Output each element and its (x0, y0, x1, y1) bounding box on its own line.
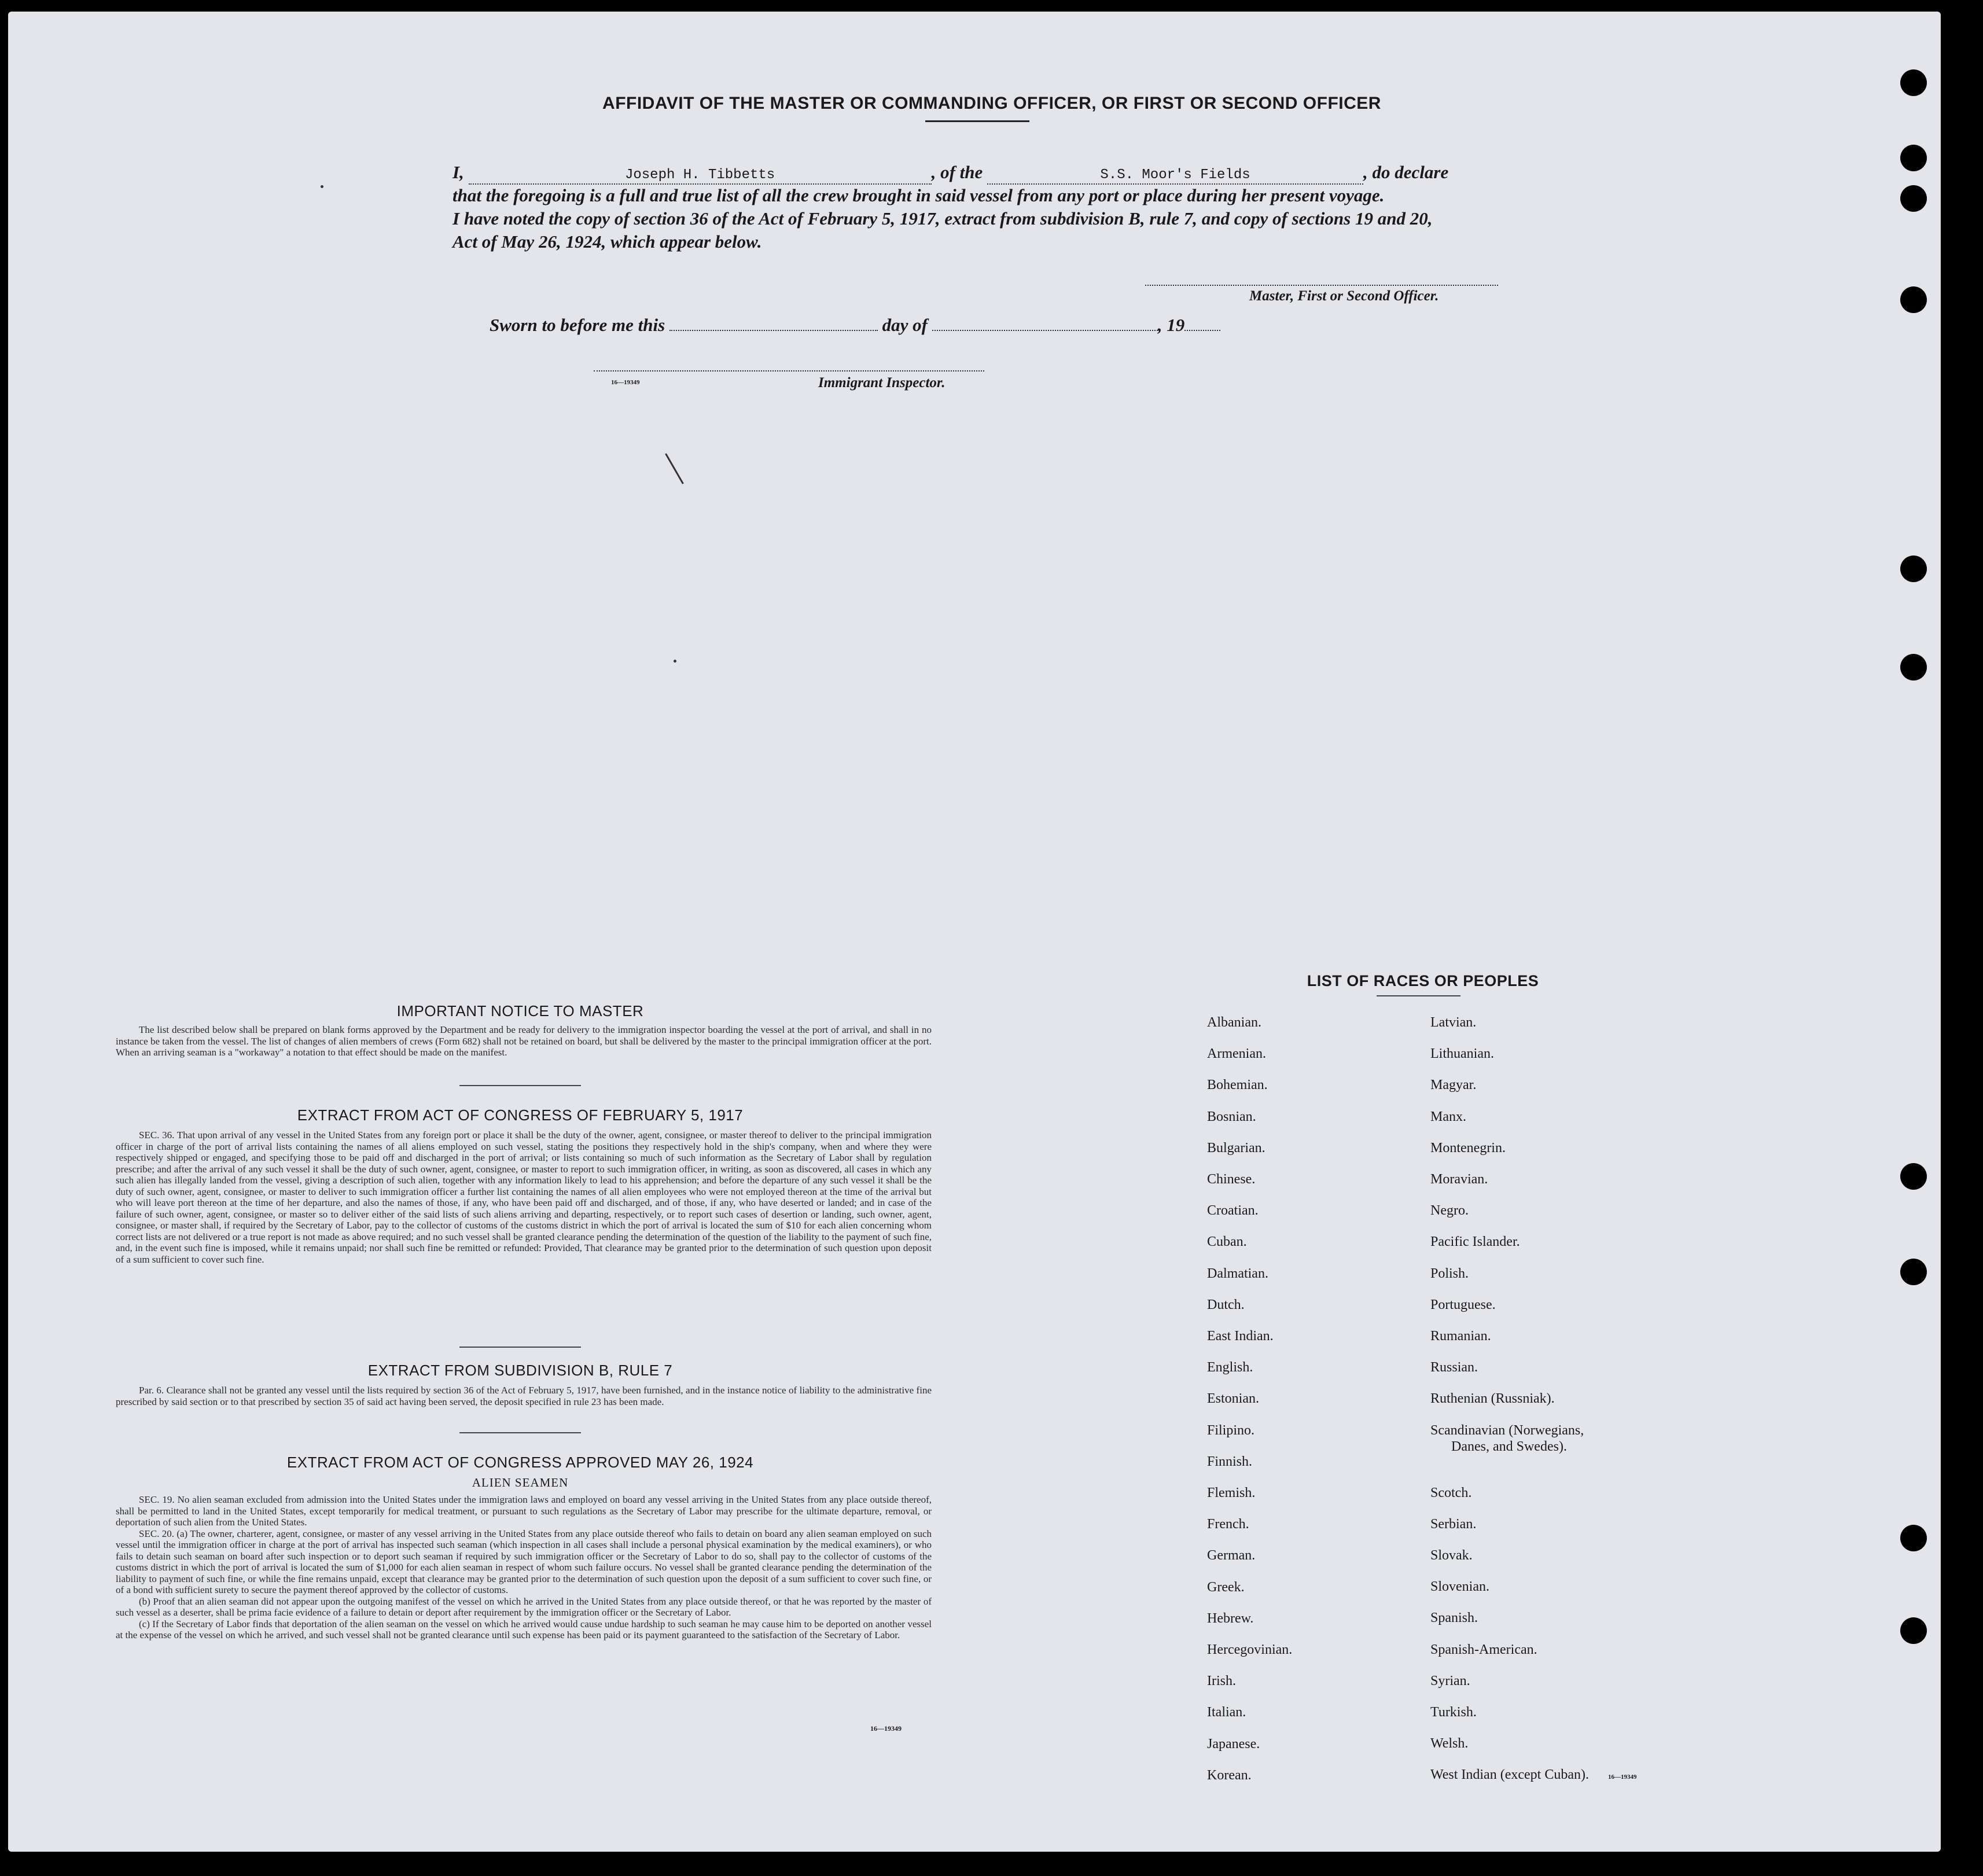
race-item: Ruthenian (Russniak). (1430, 1391, 1555, 1407)
race-item: Slovak. (1430, 1548, 1473, 1563)
race-item: Estonian. (1207, 1391, 1259, 1407)
race-item: Polish. (1430, 1266, 1469, 1281)
race-item: Chinese. (1207, 1172, 1256, 1187)
race-item: Hercegovinian. (1207, 1642, 1293, 1657)
rule7-text: Par. 6. Clearance shall not be granted any vessel until the lists required by section 36 of the Act of February 5, 1917, have been furnished, and in the instance notice of liability to the administrative fine prescribed by said section or to that prescribed by section 35 of said act having been served, the deposit specified in rule 23 has been made. (116, 1385, 932, 1407)
race-item: Rumanian. (1430, 1329, 1491, 1344)
race-item: Cuban. (1207, 1234, 1247, 1250)
declaration-line-4: Act of May 26, 1924, which appear below. (452, 231, 762, 252)
rule7-heading: EXTRACT FROM SUBDIVISION B, RULE 7 (367, 1362, 673, 1379)
race-item: Manx. (1430, 1109, 1466, 1124)
race-item: Armenian. (1207, 1046, 1266, 1062)
race-item: Bohemian. (1207, 1077, 1268, 1093)
race-item: English. (1207, 1360, 1253, 1375)
notice-heading: IMPORTANT NOTICE TO MASTER (396, 1002, 644, 1020)
extract-1917-text: SEC. 36. That upon arrival of any vessel in the United States from any foreign port or place it shall be the duty of the owner, agent, consignee, or master thereof to deliver to the principal immigration officer in charge of the port of arrival lists containing the names of all aliens employed on such vessel, stating the positions they respectively hold in the ship's company, when and where they were respectively shipped or engaged, and specifying those to be paid off and discharged in the port of arrival; or lists containing so much of such information as the Secretary of Labor shall by regulation prescribe; and after the arrival of any such vessel it shall be the duty of such owner, agent, consignee, or master to report to such immigration officer, in writing, as soon as discovered, all cases in which any such alien has illegally landed from the vessel, giving a description of such alien, together with any information likely to lead to his apprehension; and before the departure of any such vessel it shall be the duty of such owner, agent, consignee, or master to deliver to such immigration officer a further list containing the names of all alien employees who were not employed thereon at the time of the arrival but who will leave port thereon at the time of her departure, and also the names of those, if any, who have been paid off and discharged, and of those, if any, who have deserted or landed; and in case of the failure of such owner, agent, consignee, or master so to deliver either of the said lists of such aliens arriving and departing, respectively, or to report such cases of desertion or landing, such owner, agent, consignee, or master shall, if required by the Secretary of Labor, pay to the collector of customs of the customs district in which the port of arrival is located the sum of $10 for each alien concerning whom correct lists are not delivered or a true report is not made as above required; and no such vessel shall be granted clearance pending the determination of the question of the liability to the payment of such fine, and, in the event such fine is imposed, while it remains unpaid; nor shall such fine be remitted or refunded: Provided, That clearance may be granted prior to the determination of such question upon deposit of a sum sufficient to cover such fine. (116, 1130, 932, 1265)
form-number: 16—19349 (870, 1724, 902, 1732)
race-item: Italian. (1207, 1705, 1246, 1720)
race-item: Flemish. (1207, 1485, 1256, 1500)
race-item: Scandinavian (Norwegians, (1430, 1422, 1584, 1438)
declaration-line-3: I have noted the copy of section 36 of the Act of February 5, 1917, extract from subdivision B, rule 7, and copy of sections 19 and 20, (452, 208, 1433, 229)
section-divider (459, 1085, 581, 1086)
extract-1924-text (116, 1494, 932, 1641)
race-item: German. (1207, 1548, 1256, 1564)
race-item: Albanian. (1207, 1015, 1261, 1030)
alien-seamen-subheading: ALIEN SEAMEN (472, 1476, 569, 1489)
race-item: Magyar. (1430, 1077, 1477, 1093)
race-item: Finnish. (1207, 1454, 1253, 1469)
affidavit-title: AFFIDAVIT OF THE MASTER OR COMMANDING OFFICER, OR FIRST OR SECOND OFFICER (602, 94, 1381, 113)
race-item: Turkish. (1430, 1705, 1477, 1720)
title-rule (925, 120, 1029, 122)
race-item: Spanish-American. (1430, 1642, 1537, 1657)
race-item: Danes, and Swedes). (1451, 1439, 1567, 1454)
race-item: West Indian (except Cuban). (1430, 1767, 1589, 1783)
races-title: LIST OF RACES OR PEOPLES (1307, 972, 1539, 990)
race-item: Serbian. (1430, 1516, 1477, 1532)
race-item: Dutch. (1207, 1297, 1245, 1312)
race-item: Bulgarian. (1207, 1140, 1265, 1156)
section-20c: (c) If the Secretary of Labor finds that deportation of the alien seaman on the vessel on which he arrived would cause undue hardship to such seaman he may cause him to be deported on another vessel at the expense of the vessel on which he arrived, and such vessel shall not be granted clearance until such expense has been paid or its payment guaranteed to the satisfaction of the Secretary of Labor. (116, 1618, 932, 1640)
form-sheet (8, 12, 1941, 1852)
race-item: Slovenian. (1430, 1579, 1489, 1595)
section-divider (459, 1347, 581, 1348)
race-item: Russian. (1430, 1360, 1478, 1375)
race-item: Negro. (1430, 1203, 1469, 1219)
extract-1924-heading: EXTRACT FROM ACT OF CONGRESS APPROVED MAY 26, 1924 (286, 1454, 754, 1471)
punch-hole (1900, 1163, 1927, 1190)
race-item: Irish. (1207, 1673, 1236, 1689)
extract-1917-heading: EXTRACT FROM ACT OF CONGRESS OF FEBRUARY 5, 1917 (297, 1106, 744, 1124)
race-item: Korean. (1207, 1767, 1252, 1783)
punch-hole (1900, 654, 1927, 680)
declaration-line-1: I, Joseph H. Tibbetts , of the S.S. Moor's Fields , do declare (452, 161, 1529, 185)
race-item: Moravian. (1430, 1172, 1488, 1187)
punch-hole (1900, 1525, 1927, 1551)
inspector-label: Immigrant Inspector. (818, 375, 945, 391)
section-19: SEC. 19. No alien seaman excluded from admission into the United States under the immigration laws and employed on board any vessel arriving in the United States from any place outside thereof, shall be permitted to land in the United States, except temporarily for medical treatment, or pursuant to such regulations as the Secretary of Labor may prescribe for the ultimate departure, removal, or deportation of such alien from the United States. (116, 1494, 932, 1528)
race-item: Hebrew. (1207, 1610, 1254, 1626)
race-item: French. (1207, 1517, 1249, 1532)
section-divider (459, 1432, 581, 1433)
punch-hole (1900, 145, 1927, 171)
punch-hole (1900, 1617, 1927, 1644)
race-item: East Indian. (1207, 1329, 1274, 1344)
speck (674, 660, 676, 663)
sworn-line: Sworn to before me this day of , 19 (490, 314, 1566, 337)
punch-hole (1900, 69, 1927, 96)
inspector-signature-line[interactable] (594, 359, 984, 371)
sworn-day-field[interactable] (669, 318, 878, 331)
race-item: Scotch. (1430, 1485, 1472, 1500)
vessel-name-field[interactable]: S.S. Moor's Fields (987, 167, 1363, 185)
notice-text: The list described below shall be prepared on blank forms approved by the Department and be ready for delivery to the immigration inspector boarding the vessel at the port of arrival, and shall in no instance be taken from the vessel. The list of changes of alien members of crews (Form 682) shall not be retained on board, but shall be delivered by the master to the principal immigration officer at the port. When an arriving seaman is a "workaway" a notation to that effect should be made on the manifest. (116, 1024, 932, 1058)
race-item: Spanish. (1430, 1610, 1478, 1626)
master-name-field[interactable]: Joseph H. Tibbetts (469, 167, 932, 185)
race-item: Syrian. (1430, 1673, 1470, 1689)
race-item: Japanese. (1207, 1736, 1260, 1752)
signature-label: Master, First or Second Officer. (1249, 288, 1439, 304)
punch-hole (1900, 556, 1927, 582)
declaration-line-2: that the foregoing is a full and true list of all the crew brought in said vessel from any port or place during her present voyage. (452, 185, 1385, 205)
sworn-year-field[interactable] (1184, 318, 1220, 331)
punch-hole (1900, 1259, 1927, 1285)
speck (665, 453, 684, 484)
section-20a: SEC. 20. (a) The owner, charterer, agent, consignee, or master of any vessel arriving in the United States from any place outside thereof who fails to detain on board any alien seaman employed on such vessel until the immigration officer in charge at the port of arrival has inspected such seaman (which inspection in all cases shall include a personal physical examination by the medical examiners), or who fails to detain such seaman on board after such inspection or to deport such seaman if required by such immigration officer or the Secretary of Labor to do so, shall pay to the collector of customs of the customs district in which the port of arrival is located the sum of $1,000 for each alien seaman in respect of whom such failure occurs. No vessel shall be granted clearance pending the determination of the liability to payment of such fine, or while the fine remains unpaid, except that clearance may be granted prior to the determination of such question upon the deposit of a sum sufficient to cover such fine, or of a bond with sufficient surety to secure the payment thereof approved by the collector of customs. (116, 1528, 932, 1595)
sworn-month-field[interactable] (932, 318, 1158, 331)
form-number: 16—19349 (611, 379, 640, 386)
race-item: Croatian. (1207, 1203, 1259, 1219)
race-item: Filipino. (1207, 1422, 1255, 1438)
signature-line[interactable] (1145, 273, 1498, 286)
race-item: Montenegrin. (1430, 1140, 1506, 1156)
race-item: Latvian. (1430, 1015, 1477, 1030)
race-item: Dalmatian. (1207, 1266, 1268, 1281)
race-item: Bosnian. (1207, 1109, 1256, 1124)
punch-hole (1900, 286, 1927, 313)
form-number: 16—19349 (1608, 1774, 1637, 1781)
punch-hole (1900, 185, 1927, 212)
race-item: Portuguese. (1430, 1297, 1496, 1312)
race-item: Greek. (1207, 1579, 1245, 1595)
section-20b: (b) Proof that an alien seaman did not appear upon the outgoing manifest of the vessel on which he arrived in the United States from any place outside thereof, or that he was reported by the master of such vessel as a deserter, shall be prima facie evidence of a failure to detain or deport after requirement by the immigration officer or the Secretary of Labor. (116, 1595, 932, 1618)
race-item: Welsh. (1430, 1736, 1469, 1752)
races-title-rule (1377, 995, 1460, 996)
speck (321, 185, 323, 188)
race-item: Lithuanian. (1430, 1046, 1494, 1062)
race-item: Pacific Islander. (1430, 1234, 1520, 1250)
